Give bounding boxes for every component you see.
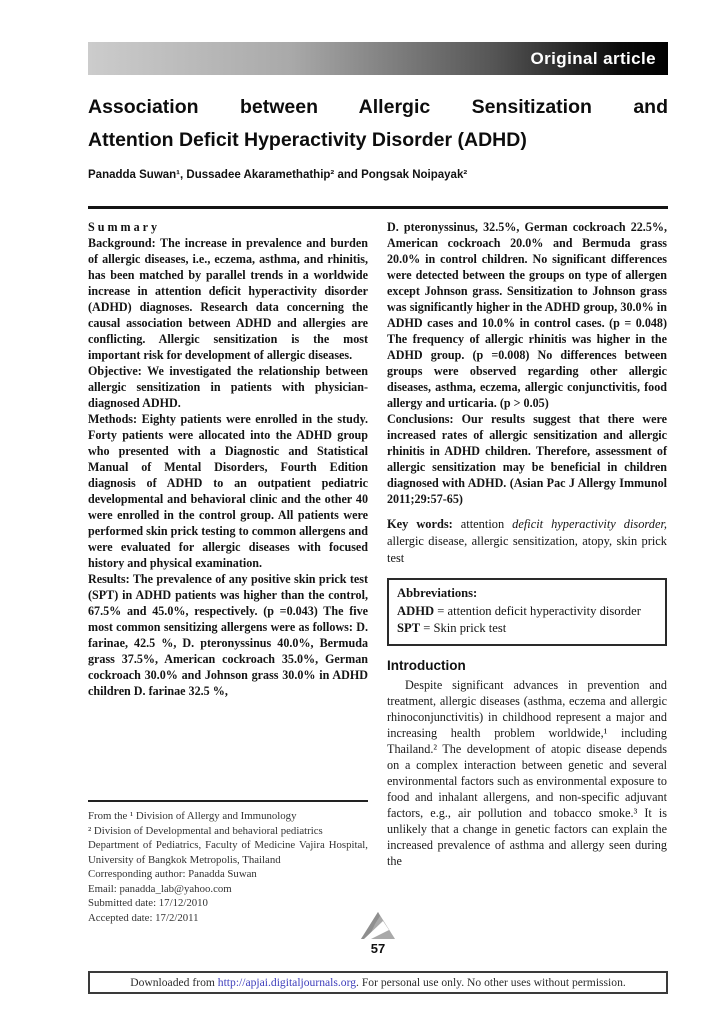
abstract-methods: Methods: Eighty patients were enrolled in the study. Forty patients were allocated into the ADHD group who presented with a Diagnostic and Statistical Manual of Mental Disorders, Fourth Edition diagnosis of ADHD to an outpatient pediatric developmental and behavioral clinic and the other 40 were enrolled in the control group. All patients were performed skin prick testing to common allergens and were evaluated for allergic diseases with focused history and physical examination.: [88, 412, 368, 570]
abstract-results-part2: D. pteronyssinus, 32.5%, German cockroach 22.5%, American cockroach 20.0% and Bermuda grass 20.0% in control children. No significant differences were detected between the groups on type of allergen except Johnson grass. Sensitization to Johnson grass was significantly higher in the ADHD group, 30.0% in ADHD cases and 10.0% in control cases. (p = 0.048) The frequency of allergic rhinitis was higher in the ADHD group. (p =0.008) No differences between groups were observed regarding other allergic diseases, asthma, eczema, allergic conjunctivitis, food allergy and urticaria. (p > 0.05): [387, 220, 667, 410]
triangle-logo-icon: [358, 910, 398, 940]
journal-logo: [88, 910, 668, 940]
abstract-objective: Objective: We investigated the relationship between allergic sensitization in patients with physician-diagnosed ADHD.: [88, 364, 368, 410]
abstract-continued: [387, 219, 667, 507]
introduction-paragraph: Despite significant advances in prevention and treatment, allergic diseases (asthma, eczema and allergic rhinoconjunctivitis) in childhood represent a major and increasing health problem worldwide,¹ including Thailand.² The development of atopic disease depends on a complex interaction between genetic and several environmental factors such as environmental exposure to food and inhalant allergens, and non-specific adjuvant factors, e.g., air pollution and tobacco smoke.³ It is unlikely that a change in genetic factors can explain the increased prevalence of asthma and allergy seen during the: [387, 677, 667, 868]
right-column: [387, 219, 667, 925]
footnote-affiliation-1: From the ¹ Division of Allergy and Immunology: [88, 810, 297, 822]
footnote-affiliation-2: ² Division of Developmental and behavioral pediatrics: [88, 824, 323, 837]
article-title: [88, 91, 668, 157]
abbreviation-item-adhd: [397, 603, 663, 621]
keywords-rest: allergic disease, allergic sensitization, atopy, skin prick test: [387, 534, 667, 565]
abstract-results-part1: Results: The prevalence of any positive skin prick test (SPT) in ADHD patients was higher than the control, 67.5% and 45.0%, respectively. (p =0.043) The five most common sensitizing allergens were as follows: D. farinae, 42.5 %, D. pteronyssinus 40.0%, Bermuda grass 37.5%, American cockroach 35.0%, German cockroach 30.0% and Johnson grass 30.0% in ADHD children D. farinae 32.5 %,: [88, 572, 368, 698]
abbreviation-term-spt: SPT: [397, 621, 421, 635]
introduction-heading: Introduction: [387, 657, 466, 673]
article-title-line2: Attention Deficit Hyperactivity Disorder (ADHD): [88, 129, 527, 151]
keywords-label: Key words:: [387, 517, 453, 531]
footnote-divider-rule: [88, 800, 368, 802]
download-link[interactable]: http://apjai.digitaljournals.org: [217, 976, 357, 989]
abbreviations-heading: Abbreviations:: [397, 586, 478, 600]
article-title-line1: Association between Allergic Sensitization and: [88, 96, 668, 118]
download-notice-text: [130, 976, 626, 989]
footnote-department: Department of Pediatrics, Faculty of Medicine Vajira Hospital, University of Bangkok Metropolis, Thailand: [88, 839, 368, 866]
footnote-corresponding-author: Corresponding author: Panadda Suwan: [88, 868, 257, 880]
author-list: Panadda Suwan¹, Dussadee Akaramethathip² and Pongsak Noipayak²: [88, 169, 468, 181]
article-body: [88, 219, 668, 925]
keywords-line: [387, 516, 667, 567]
keywords-lead: attention: [452, 517, 513, 531]
footnote-submitted-date: Submitted date: 17/12/2010: [88, 897, 208, 909]
download-prefix: Downloaded from: [130, 976, 218, 989]
abbreviations-box: [387, 578, 667, 646]
page-number: 57: [370, 941, 386, 956]
left-column: [88, 219, 368, 925]
abbreviation-def-spt: = Skin prick test: [420, 621, 507, 635]
abstract-section: [88, 219, 368, 699]
article-type-label: Original article: [530, 48, 656, 68]
abbreviation-item-spt: [397, 620, 663, 638]
summary-heading: Summary: [88, 220, 161, 234]
header-divider-rule: [88, 206, 668, 209]
abstract-background: Background: The increase in prevalence and burden of allergic diseases, i.e., eczema, asthma, and rhinitis, has been matched by parallel trends in a worldwide increase in attention deficit hyperactivity disorder (ADHD) diagnoses. Research data concerning the causal association between ADHD and allergies are conflicting. Allergic sensitization is the most important risk for development of allergic diseases.: [88, 236, 368, 362]
abbreviation-term-adhd: ADHD: [397, 603, 435, 618]
abbreviation-def-adhd: = attention deficit hyperactivity disorder: [434, 603, 641, 618]
footnote-email: Email: panadda_lab@yahoo.com: [88, 882, 232, 895]
article-type-banner: [88, 42, 668, 75]
download-notice-bar: [88, 971, 668, 994]
keywords-italic: deficit hyperactivity disorder,: [512, 517, 668, 531]
footnote-accepted-date: Accepted date: 17/2/2011: [88, 911, 199, 924]
affiliation-footnote: [88, 794, 368, 925]
download-suffix: . For personal use only. No other uses without permission.: [356, 976, 626, 989]
abstract-conclusions: Conclusions: Our results suggest that there were increased rates of allergic sensitization and allergic rhinitis in ADHD children. Therefore, assessment of allergic sensitization may be beneficial in children diagnosed with ADHD. (Asian Pac J Allergy Immunol 2011;29:57-65): [387, 412, 667, 506]
